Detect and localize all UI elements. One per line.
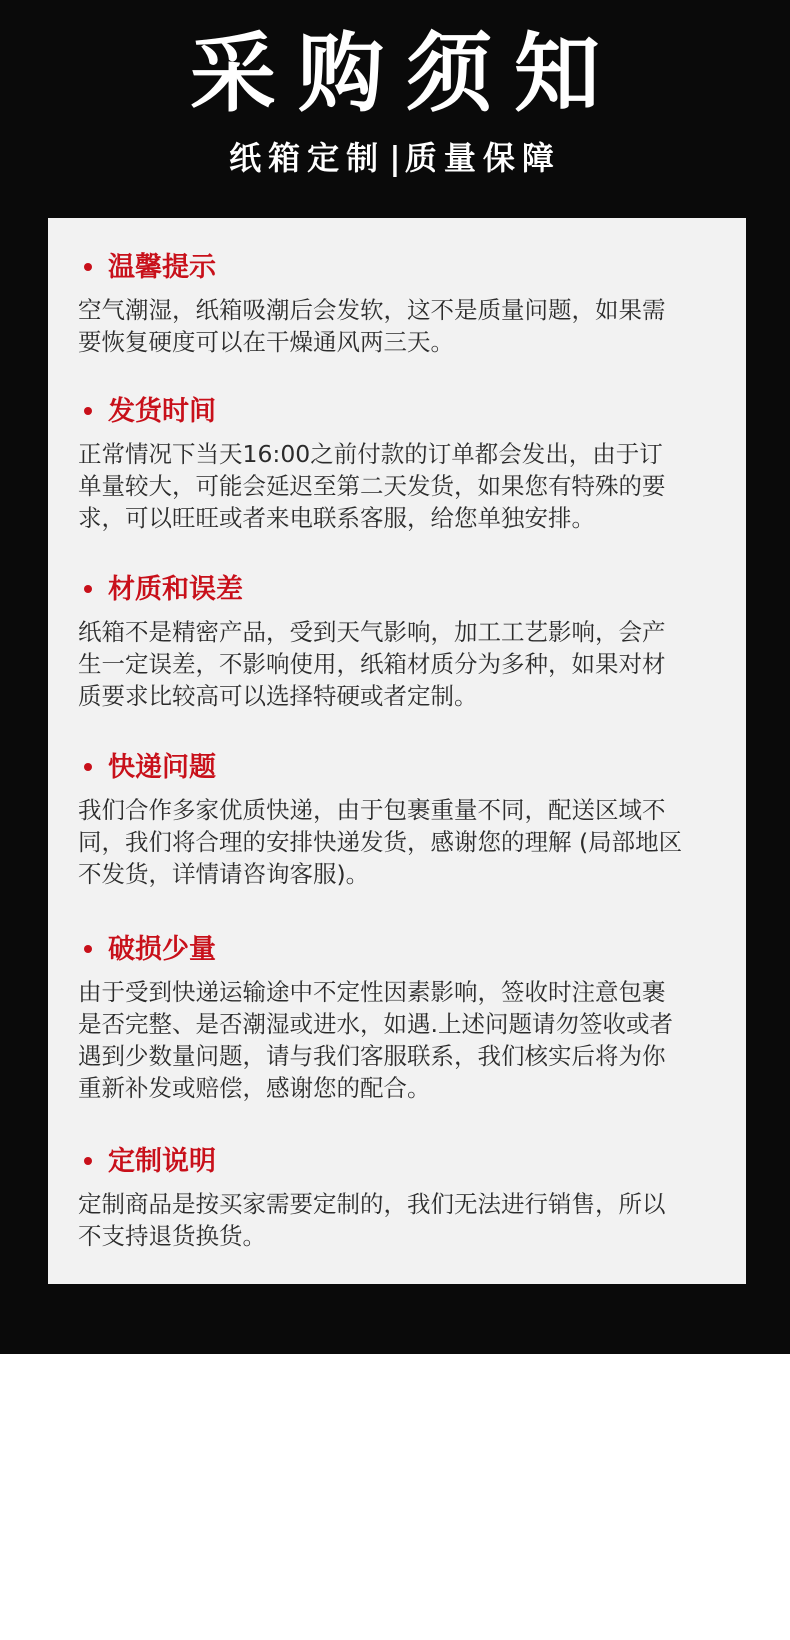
page-title: 采购须知 [190, 23, 622, 124]
bullet-dot-icon [84, 263, 92, 271]
body-line: 要恢复硬度可以在干燥通风两三天。 [78, 328, 454, 356]
section-heading [78, 390, 718, 434]
bullet-dot-icon [84, 407, 92, 415]
section-body [78, 794, 718, 890]
section-body [78, 294, 718, 358]
section-body [78, 976, 718, 1104]
section-heading [78, 568, 718, 612]
notice-section-tips [78, 246, 718, 358]
body-line: 由于受到快递运输途中不定性因素影响，签收时注意包裹 [78, 978, 666, 1006]
body-line: 我们合作多家优质快递，由于包裹重量不同，配送区域不 [78, 796, 666, 824]
body-line: 遇到少数量问题，请与我们客服联系，我们核实后将为你 [78, 1042, 666, 1070]
bullet-dot-icon [84, 945, 92, 953]
bullet-dot-icon [84, 585, 92, 593]
notice-section-shipping-time [78, 390, 718, 534]
section-heading-text: 发货时间 [108, 396, 216, 427]
body-line: 不发货，详情请咨询客服)。 [78, 860, 370, 888]
notice-section-damage [78, 928, 718, 1104]
body-line: 质要求比较高可以选择特硬或者定制。 [78, 682, 478, 710]
body-line: 是否完整、是否潮湿或进水，如遇.上述问题请勿签收或者 [78, 1010, 673, 1038]
body-line: 同，我们将合理的安排快递发货，感谢您的理解 (局部地区 [78, 828, 683, 856]
subtitle-separator: | [389, 139, 401, 177]
section-heading [78, 746, 718, 790]
body-line: 正常情况下当天16:00之前付款的订单都会发出，由于订 [78, 440, 663, 468]
section-heading-text: 定制说明 [108, 1146, 216, 1177]
notice-section-courier [78, 746, 718, 890]
section-body [78, 616, 718, 712]
body-line: 纸箱不是精密产品，受到天气影响，加工工艺影响，会产 [78, 618, 666, 646]
section-heading-text: 快递问题 [108, 752, 216, 783]
section-heading [78, 928, 718, 972]
body-line: 单量较大，可能会延迟至第二天发货，如果您有特殊的要 [78, 472, 666, 500]
section-heading [78, 1140, 718, 1184]
body-line: 生一定误差，不影响使用，纸箱材质分为多种，如果对材 [78, 650, 666, 678]
bullet-dot-icon [84, 1157, 92, 1165]
page-subtitle [0, 136, 790, 180]
section-heading-text: 破损少量 [108, 934, 216, 965]
bullet-dot-icon [84, 763, 92, 771]
section-heading [78, 246, 718, 290]
section-heading-text: 材质和误差 [108, 574, 243, 605]
subtitle-left: 纸箱定制 [229, 139, 386, 177]
body-line: 空气潮湿，纸箱吸潮后会发软，这不是质量问题，如果需 [78, 296, 666, 324]
section-body [78, 438, 718, 534]
notice-section-material [78, 568, 718, 712]
body-line: 求，可以旺旺或者来电联系客服，给您单独安排。 [78, 504, 595, 532]
body-line: 重新补发或赔偿，感谢您的配合。 [78, 1074, 431, 1102]
body-line: 不支持退货换货。 [78, 1222, 266, 1250]
body-line: 定制商品是按买家需要定制的，我们无法进行销售，所以 [78, 1190, 666, 1218]
notice-panel [48, 218, 746, 1284]
section-heading-text: 温馨提示 [108, 252, 216, 283]
subtitle-right: 质量保障 [404, 139, 561, 177]
notice-section-custom [78, 1140, 718, 1252]
section-body [78, 1188, 718, 1252]
